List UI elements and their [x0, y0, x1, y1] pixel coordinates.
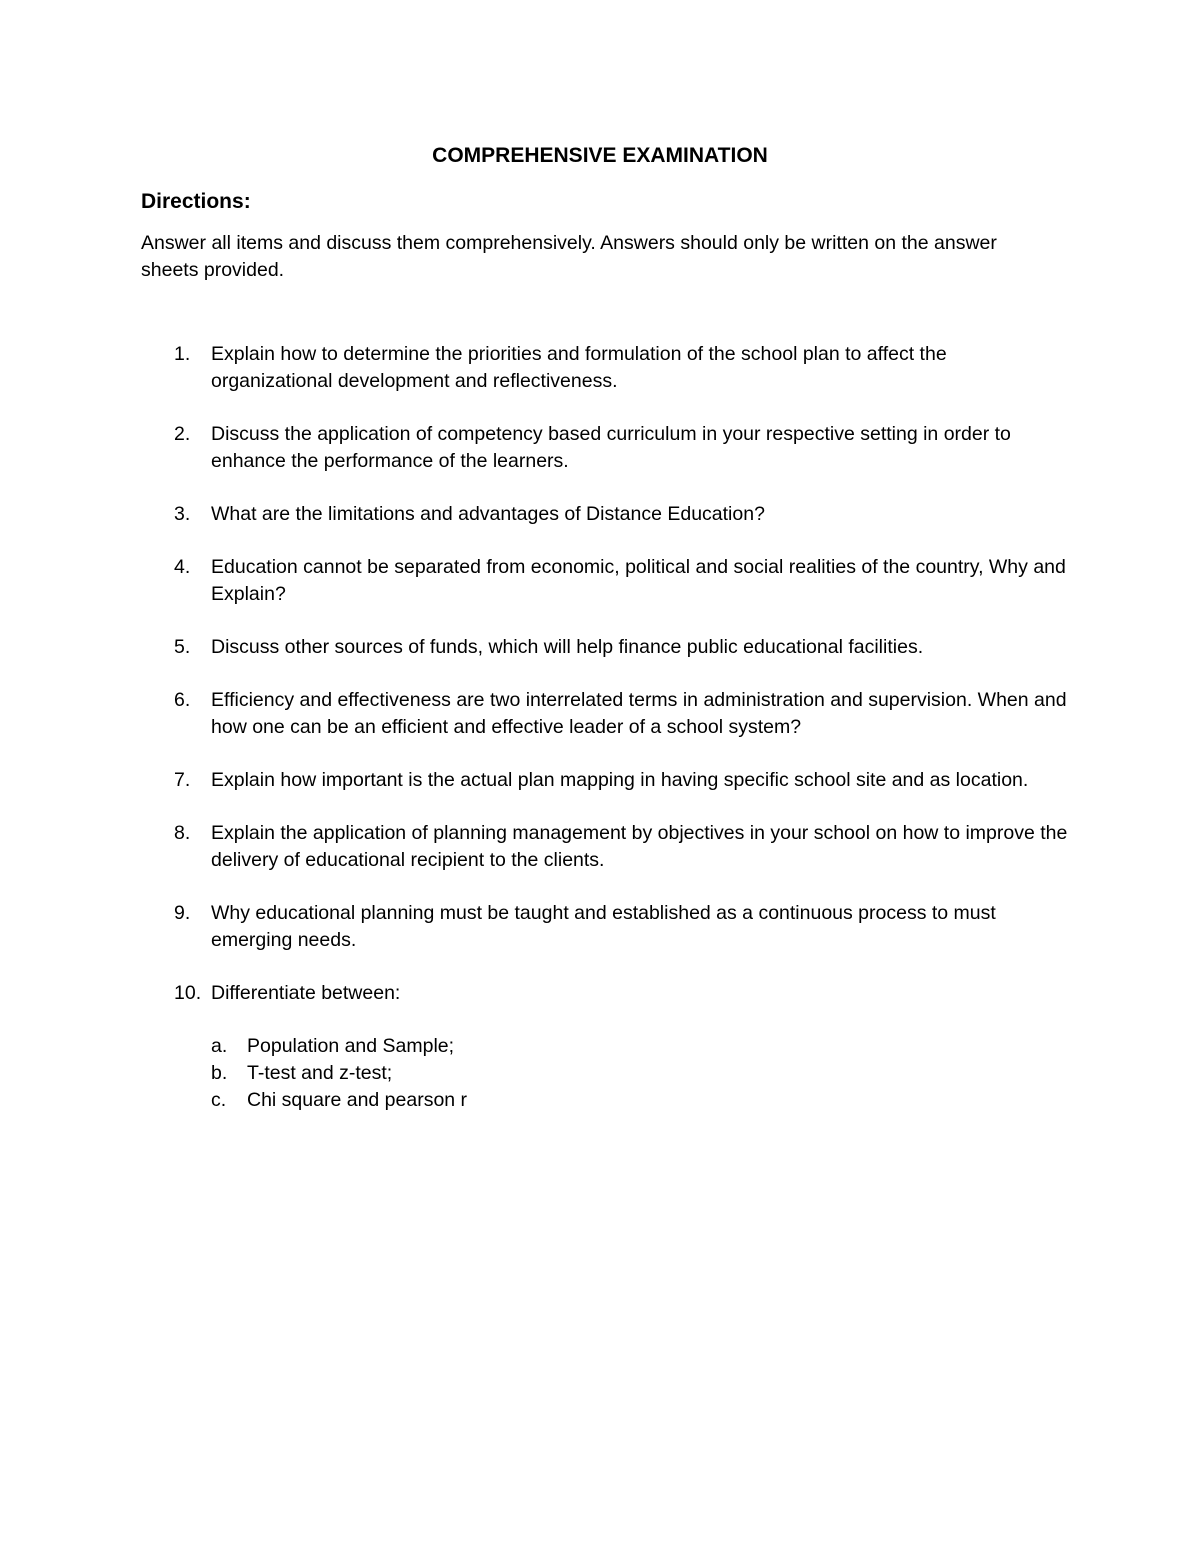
- question-list: [0, 341, 1200, 1140]
- question-item: [0, 687, 1200, 741]
- question-item: [0, 980, 1200, 1114]
- question-item: [0, 900, 1200, 954]
- question-text: Explain how to determine the priorities and formulation of the school plan to affect the organizational development and reflectiveness.: [211, 343, 947, 392]
- question-text: Education cannot be separated from economic, political and social realities of the country, Why and Explain?: [211, 556, 1066, 605]
- question-item: [0, 341, 1200, 395]
- question-text: What are the limitations and advantages of Distance Education?: [211, 503, 765, 525]
- sub-question-text: Population and Sample;: [247, 1035, 455, 1057]
- sub-question-item: [0, 1087, 1200, 1114]
- question-item: [0, 501, 1200, 528]
- question-item: [0, 421, 1200, 475]
- question-number: 10.: [174, 982, 202, 1004]
- question-number: 8.: [174, 822, 191, 844]
- directions-heading: Directions:: [141, 190, 251, 213]
- question-number: 3.: [174, 503, 191, 525]
- question-number: 9.: [174, 902, 191, 924]
- question-number: 6.: [174, 689, 191, 711]
- sub-question-letter: a.: [211, 1035, 228, 1057]
- question-text: Efficiency and effectiveness are two interrelated terms in administration and supervision. When and how one can be an efficient and effective leader of a school system?: [211, 689, 1067, 738]
- question-item: [0, 767, 1200, 794]
- sub-question-item: [0, 1033, 1200, 1060]
- question-item: [0, 820, 1200, 874]
- question-text: Explain the application of planning management by objectives in your school on how to improve the delivery of educational recipient to the clients.: [211, 822, 1068, 871]
- question-text: Explain how important is the actual plan mapping in having specific school site and as location.: [211, 769, 1029, 791]
- question-text: Discuss other sources of funds, which will help finance public educational facilities.: [211, 636, 924, 658]
- question-number: 1.: [174, 343, 191, 365]
- sub-question-text: T-test and z-test;: [247, 1062, 393, 1084]
- question-number: 7.: [174, 769, 191, 791]
- sub-question-letter: c.: [211, 1089, 227, 1111]
- question-number: 2.: [174, 423, 191, 445]
- page-title: COMPREHENSIVE EXAMINATION: [432, 144, 768, 167]
- question-item: [0, 554, 1200, 608]
- directions-text: Answer all items and discuss them comprehensively. Answers should only be written on the answer sheets provided.: [141, 232, 997, 281]
- sub-question-item: [0, 1060, 1200, 1087]
- sub-question-letter: b.: [211, 1062, 228, 1084]
- question-item: [0, 634, 1200, 661]
- sub-question-text: Chi square and pearson r: [247, 1089, 468, 1111]
- sub-question-list: [0, 1033, 1200, 1114]
- question-text: Differentiate between:: [211, 982, 401, 1004]
- question-number: 4.: [174, 556, 191, 578]
- question-text: Why educational planning must be taught and established as a continuous process to must emerging needs.: [211, 902, 996, 951]
- question-text: Discuss the application of competency based curriculum in your respective setting in order to enhance the performance of the learners.: [211, 423, 1011, 472]
- question-number: 5.: [174, 636, 191, 658]
